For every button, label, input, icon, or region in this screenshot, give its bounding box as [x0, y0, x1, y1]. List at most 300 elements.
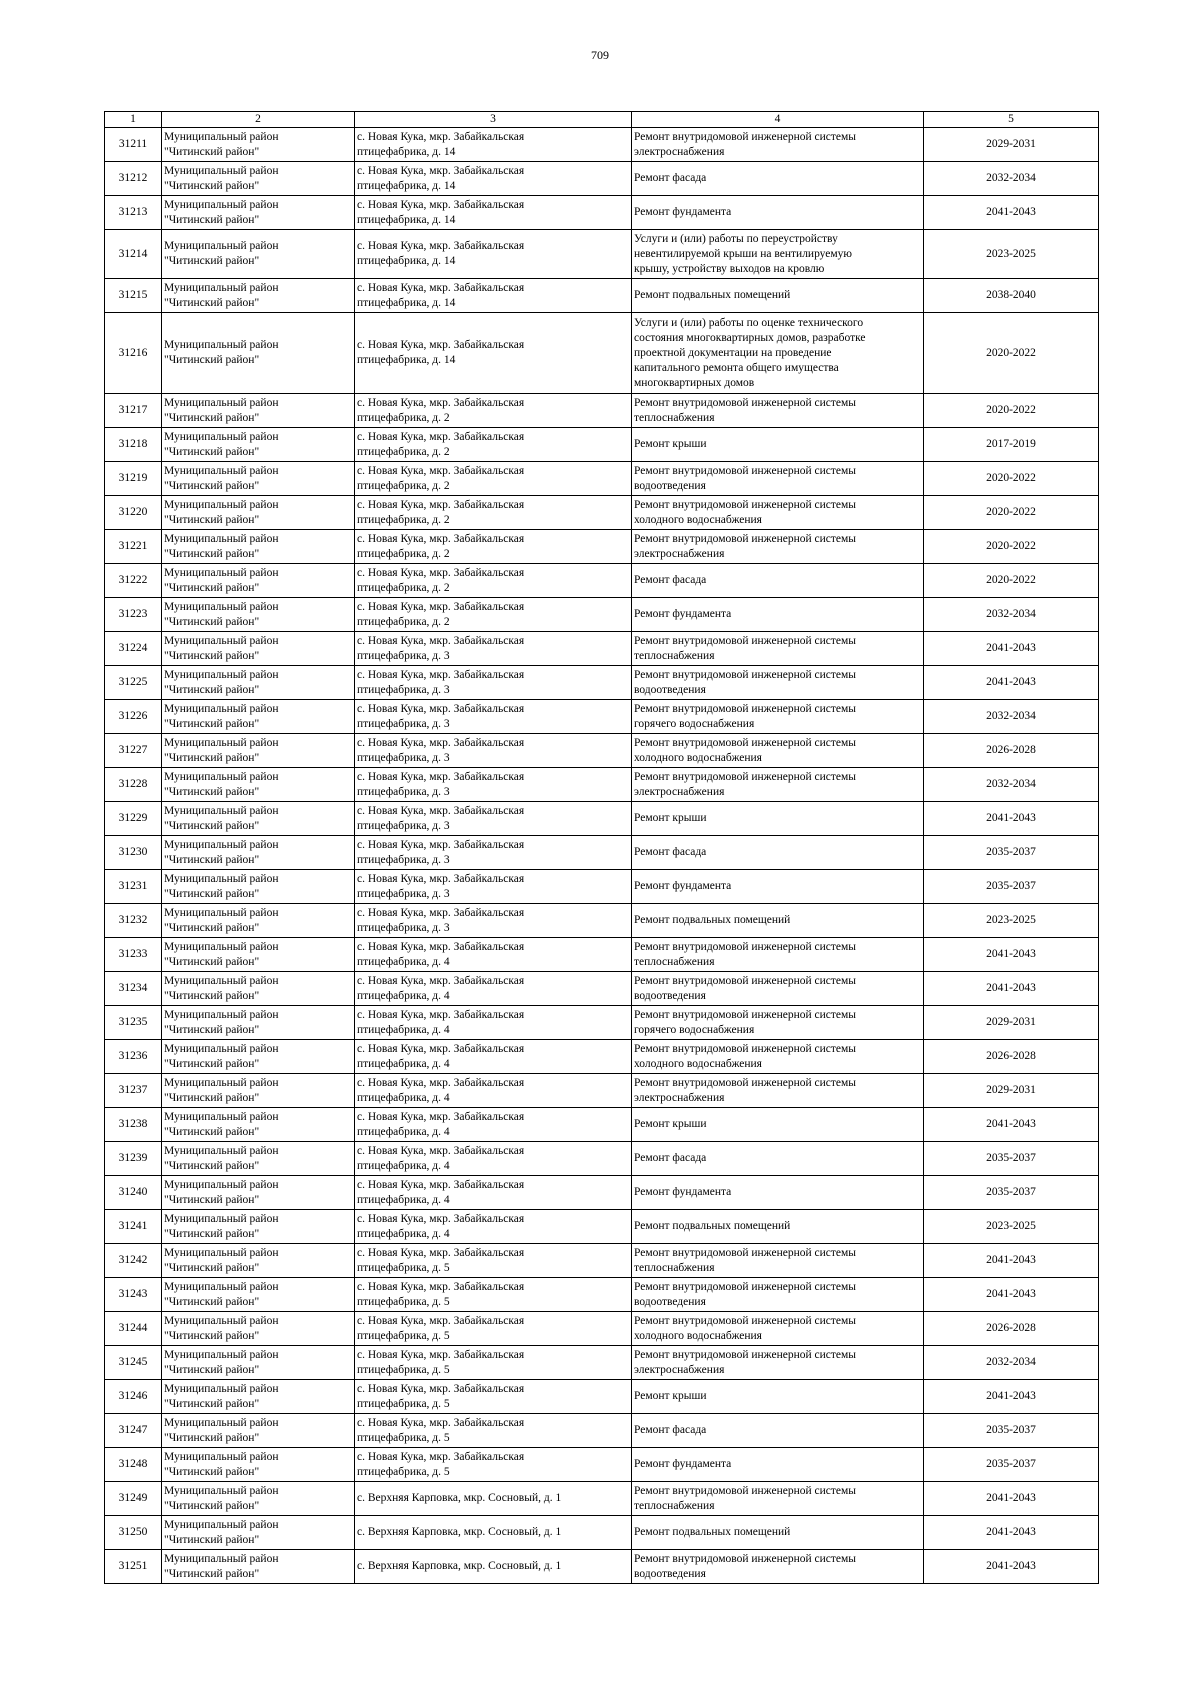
district-line: Муниципальный район [164, 130, 279, 143]
cell-address [355, 1516, 632, 1550]
column-header: 4 [632, 112, 924, 128]
cell-district [162, 768, 355, 802]
table-row [105, 938, 1099, 972]
cell-address [355, 632, 632, 666]
cell-district [162, 496, 355, 530]
cell-work [632, 462, 924, 496]
table-row [105, 598, 1099, 632]
cell-district [162, 1176, 355, 1210]
table-row [105, 1244, 1099, 1278]
cell-address [355, 1312, 632, 1346]
cell-work [632, 1550, 924, 1584]
cell-period: 2041-2043 [924, 666, 1099, 700]
cell-district [162, 1210, 355, 1244]
row-number: 31226 [105, 700, 162, 734]
work-line: Ремонт крыши [634, 812, 707, 824]
address-line: с. Новая Кука, мкр. Забайкальская [357, 1178, 525, 1191]
district-line: Муниципальный район [164, 281, 279, 294]
table-row [105, 1448, 1099, 1482]
cell-work [632, 128, 924, 162]
work-line: водоотведения [634, 1567, 706, 1580]
district-line: "Читинский район" [164, 1431, 260, 1444]
address-line: с. Новая Кука, мкр. Забайкальская [357, 1246, 525, 1259]
district-line: "Читинский район" [164, 819, 260, 832]
district-line: Муниципальный район [164, 906, 279, 919]
work-line: теплоснабжения [634, 955, 715, 968]
district-line: Муниципальный район [164, 396, 279, 409]
cell-address [355, 279, 632, 313]
cell-period: 2041-2043 [924, 1278, 1099, 1312]
cell-district [162, 162, 355, 196]
cell-address [355, 428, 632, 462]
cell-period: 2017-2019 [924, 428, 1099, 462]
work-line: Услуги и (или) работы по переустройству [634, 232, 838, 245]
work-line: Ремонт крыши [634, 1390, 707, 1402]
cell-period: 2032-2034 [924, 162, 1099, 196]
row-number: 31219 [105, 462, 162, 496]
work-line: Ремонт внутридомовой инженерной системы [634, 1042, 857, 1055]
cell-period: 2041-2043 [924, 1516, 1099, 1550]
cell-work [632, 768, 924, 802]
address-line: с. Новая Кука, мкр. Забайкальская [357, 634, 525, 647]
cell-address [355, 162, 632, 196]
address-line: птицефабрика, д. 3 [357, 751, 450, 764]
address-line: птицефабрика, д. 3 [357, 717, 450, 730]
table-row [105, 904, 1099, 938]
work-line: Ремонт внутридомовой инженерной системы [634, 1484, 857, 1497]
work-line: холодного водоснабжения [634, 513, 762, 526]
district-line: Муниципальный район [164, 1076, 279, 1089]
table-row [105, 1346, 1099, 1380]
cell-work [632, 564, 924, 598]
cell-address [355, 1176, 632, 1210]
district-line: "Читинский район" [164, 145, 260, 158]
cell-address [355, 1244, 632, 1278]
cell-period: 2041-2043 [924, 1550, 1099, 1584]
cell-district [162, 196, 355, 230]
address-line: птицефабрика, д. 4 [357, 1091, 450, 1104]
work-line: Ремонт фасада [634, 172, 707, 184]
cell-period: 2041-2043 [924, 972, 1099, 1006]
work-line: Ремонт подвальных помещений [634, 914, 791, 926]
table-row [105, 1006, 1099, 1040]
work-line: многоквартирных домов [634, 376, 755, 389]
work-line: Ремонт внутридомовой инженерной системы [634, 1008, 857, 1021]
district-line: Муниципальный район [164, 1110, 279, 1123]
row-number: 31228 [105, 768, 162, 802]
cell-work [632, 972, 924, 1006]
cell-district [162, 564, 355, 598]
address-line: птицефабрика, д. 14 [357, 354, 456, 366]
cell-district [162, 1142, 355, 1176]
row-number: 31225 [105, 666, 162, 700]
address-line: с. Новая Кука, мкр. Забайкальская [357, 130, 525, 143]
address-line: птицефабрика, д. 4 [357, 1193, 450, 1206]
district-line: Муниципальный район [164, 566, 279, 579]
work-line: электроснабжения [634, 785, 725, 798]
work-line: Ремонт внутридомовой инженерной системы [634, 1314, 857, 1327]
address-line: с. Новая Кука, мкр. Забайкальская [357, 1144, 525, 1157]
cell-period: 2020-2022 [924, 313, 1099, 394]
cell-address [355, 734, 632, 768]
work-line: Ремонт подвальных помещений [634, 289, 791, 301]
cell-address [355, 700, 632, 734]
cell-district [162, 904, 355, 938]
cell-work [632, 1210, 924, 1244]
cell-district [162, 870, 355, 904]
address-line: с. Новая Кука, мкр. Забайкальская [357, 1348, 525, 1361]
address-line: птицефабрика, д. 2 [357, 513, 450, 526]
row-number: 31244 [105, 1312, 162, 1346]
row-number: 31249 [105, 1482, 162, 1516]
address-line: птицефабрика, д. 3 [357, 921, 450, 934]
work-line: Ремонт внутридомовой инженерной системы [634, 940, 857, 953]
district-line: "Читинский район" [164, 547, 260, 560]
table-row [105, 802, 1099, 836]
row-number: 31246 [105, 1380, 162, 1414]
cell-district [162, 632, 355, 666]
work-line: Ремонт внутридомовой инженерной системы [634, 130, 857, 143]
row-number: 31233 [105, 938, 162, 972]
cell-district [162, 1550, 355, 1584]
district-line: Муниципальный район [164, 702, 279, 715]
cell-district [162, 1346, 355, 1380]
row-number: 31234 [105, 972, 162, 1006]
cell-address [355, 1210, 632, 1244]
cell-period: 2041-2043 [924, 1380, 1099, 1414]
district-line: "Читинский район" [164, 989, 260, 1002]
cell-address [355, 1448, 632, 1482]
cell-district [162, 1006, 355, 1040]
work-line: Ремонт внутридомовой инженерной системы [634, 1280, 857, 1293]
work-line: Ремонт внутридомовой инженерной системы [634, 974, 857, 987]
work-line: теплоснабжения [634, 1261, 715, 1274]
work-line: Ремонт внутридомовой инженерной системы [634, 668, 857, 681]
cell-address [355, 666, 632, 700]
work-line: водоотведения [634, 479, 706, 492]
cell-work [632, 279, 924, 313]
cell-address [355, 1482, 632, 1516]
cell-address [355, 1108, 632, 1142]
district-line: Муниципальный район [164, 1450, 279, 1463]
cell-work [632, 1414, 924, 1448]
work-line: Ремонт фундамента [634, 880, 732, 892]
address-line: с. Новая Кука, мкр. Забайкальская [357, 1450, 525, 1463]
cell-address [355, 598, 632, 632]
address-line: с. Новая Кука, мкр. Забайкальская [357, 838, 525, 851]
work-line: Услуги и (или) работы по оценке технического [634, 316, 864, 329]
district-line: Муниципальный район [164, 804, 279, 817]
table-row [105, 1210, 1099, 1244]
address-line: с. Новая Кука, мкр. Забайкальская [357, 770, 525, 783]
district-line: "Читинский район" [164, 955, 260, 968]
district-line: "Читинский район" [164, 1023, 260, 1036]
district-line: Муниципальный район [164, 1518, 279, 1531]
district-line: "Читинский район" [164, 411, 260, 424]
district-line: Муниципальный район [164, 634, 279, 647]
cell-district [162, 598, 355, 632]
cell-district [162, 279, 355, 313]
row-number: 31220 [105, 496, 162, 530]
cell-address [355, 1006, 632, 1040]
address-line: птицефабрика, д. 4 [357, 1125, 450, 1138]
address-line: с. Новая Кука, мкр. Забайкальская [357, 600, 525, 613]
cell-work [632, 428, 924, 462]
district-line: Муниципальный район [164, 736, 279, 749]
district-line: Муниципальный район [164, 770, 279, 783]
district-line: "Читинский район" [164, 1159, 260, 1172]
cell-work [632, 394, 924, 428]
table-row [105, 313, 1099, 394]
district-line: "Читинский район" [164, 1397, 260, 1410]
row-number: 31248 [105, 1448, 162, 1482]
district-line: "Читинский район" [164, 1533, 260, 1546]
cell-work [632, 313, 924, 394]
cell-address [355, 1278, 632, 1312]
cell-address [355, 1142, 632, 1176]
address-line: птицефабрика, д. 5 [357, 1431, 450, 1444]
row-number: 31250 [105, 1516, 162, 1550]
cell-period: 2041-2043 [924, 1482, 1099, 1516]
cell-period: 2020-2022 [924, 564, 1099, 598]
district-line: "Читинский район" [164, 887, 260, 900]
cell-period: 2032-2034 [924, 768, 1099, 802]
cell-work [632, 1346, 924, 1380]
cell-address [355, 462, 632, 496]
cell-period: 2023-2025 [924, 904, 1099, 938]
work-line: водоотведения [634, 683, 706, 696]
district-line: Муниципальный район [164, 464, 279, 477]
district-line: Муниципальный район [164, 1008, 279, 1021]
district-line: "Читинский район" [164, 921, 260, 934]
row-number: 31238 [105, 1108, 162, 1142]
address-line: с. Новая Кука, мкр. Забайкальская [357, 498, 525, 511]
cell-address [355, 530, 632, 564]
work-line: Ремонт внутридомовой инженерной системы [634, 1076, 857, 1089]
address-line: птицефабрика, д. 2 [357, 547, 450, 560]
table-row [105, 1550, 1099, 1584]
address-line: птицефабрика, д. 5 [357, 1261, 450, 1274]
row-number: 31211 [105, 128, 162, 162]
address-line: с. Новая Кука, мкр. Забайкальская [357, 396, 525, 409]
row-number: 31213 [105, 196, 162, 230]
work-line: теплоснабжения [634, 1499, 715, 1512]
table-row [105, 1380, 1099, 1414]
cell-district [162, 1380, 355, 1414]
cell-district [162, 1414, 355, 1448]
address-line: с. Новая Кука, мкр. Забайкальская [357, 940, 525, 953]
cell-address [355, 128, 632, 162]
district-line: "Читинский район" [164, 1567, 260, 1580]
table-row [105, 128, 1099, 162]
work-line: горячего водоснабжения [634, 717, 755, 730]
district-line: "Читинский район" [164, 1125, 260, 1138]
district-line: Муниципальный район [164, 1314, 279, 1327]
address-line: птицефабрика, д. 5 [357, 1329, 450, 1342]
cell-district [162, 1040, 355, 1074]
cell-period: 2023-2025 [924, 230, 1099, 279]
work-line: электроснабжения [634, 1363, 725, 1376]
district-line: Муниципальный район [164, 838, 279, 851]
cell-district [162, 530, 355, 564]
cell-district [162, 972, 355, 1006]
district-line: Муниципальный район [164, 1246, 279, 1259]
cell-district [162, 1108, 355, 1142]
district-line: Муниципальный район [164, 164, 279, 177]
row-number: 31247 [105, 1414, 162, 1448]
address-line: птицефабрика, д. 4 [357, 989, 450, 1002]
cell-district [162, 462, 355, 496]
cell-period: 2041-2043 [924, 632, 1099, 666]
table-row [105, 1278, 1099, 1312]
row-number: 31231 [105, 870, 162, 904]
district-line: "Читинский район" [164, 751, 260, 764]
work-line: Ремонт внутридомовой инженерной системы [634, 532, 857, 545]
address-line: с. Новая Кука, мкр. Забайкальская [357, 906, 525, 919]
work-line: Ремонт фундамента [634, 608, 732, 620]
row-number: 31230 [105, 836, 162, 870]
address-line: птицефабрика, д. 3 [357, 683, 450, 696]
cell-work [632, 496, 924, 530]
work-line: электроснабжения [634, 1091, 725, 1104]
address-line: птицефабрика, д. 3 [357, 853, 450, 866]
district-line: "Читинский район" [164, 683, 260, 696]
cell-address [355, 836, 632, 870]
work-line: Ремонт фасада [634, 574, 707, 586]
address-line: с. Новая Кука, мкр. Забайкальская [357, 430, 525, 443]
work-line: Ремонт внутридомовой инженерной системы [634, 1246, 857, 1259]
cell-address [355, 904, 632, 938]
district-line: Муниципальный район [164, 1280, 279, 1293]
address-line: с. Новая Кука, мкр. Забайкальская [357, 464, 525, 477]
cell-period: 2032-2034 [924, 598, 1099, 632]
work-line: состояния многоквартирных домов, разработке [634, 331, 866, 344]
row-number: 31237 [105, 1074, 162, 1108]
cell-period: 2038-2040 [924, 279, 1099, 313]
address-line: с. Новая Кука, мкр. Забайкальская [357, 339, 525, 351]
address-line: с. Новая Кука, мкр. Забайкальская [357, 668, 525, 681]
address-line: с. Новая Кука, мкр. Забайкальская [357, 1076, 525, 1089]
cell-period: 2020-2022 [924, 530, 1099, 564]
cell-work [632, 1448, 924, 1482]
cell-district [162, 1074, 355, 1108]
row-number: 31214 [105, 230, 162, 279]
column-header: 3 [355, 112, 632, 128]
work-line: водоотведения [634, 1295, 706, 1308]
work-line: теплоснабжения [634, 411, 715, 424]
row-number: 31223 [105, 598, 162, 632]
cell-work [632, 1516, 924, 1550]
address-line: птицефабрика, д. 3 [357, 819, 450, 832]
cell-work [632, 162, 924, 196]
work-line: Ремонт фундамента [634, 1458, 732, 1470]
table-row [105, 394, 1099, 428]
table-row [105, 530, 1099, 564]
address-line: с. Новая Кука, мкр. Забайкальская [357, 1280, 525, 1293]
cell-work [632, 1278, 924, 1312]
work-line: Ремонт фундамента [634, 1186, 732, 1198]
work-line: холодного водоснабжения [634, 1329, 762, 1342]
cell-work [632, 598, 924, 632]
address-line: с. Верхняя Карповка, мкр. Сосновый, д. 1 [357, 1560, 562, 1572]
cell-district [162, 128, 355, 162]
cell-period: 2026-2028 [924, 1040, 1099, 1074]
row-number: 31243 [105, 1278, 162, 1312]
cell-address [355, 802, 632, 836]
district-line: "Читинский район" [164, 1261, 260, 1274]
work-line: электроснабжения [634, 547, 725, 560]
cell-district [162, 394, 355, 428]
cell-address [355, 496, 632, 530]
district-line: "Читинский район" [164, 1091, 260, 1104]
address-line: птицефабрика, д. 3 [357, 887, 450, 900]
work-line: Ремонт внутридомовой инженерной системы [634, 634, 857, 647]
row-number: 31217 [105, 394, 162, 428]
work-line: капитального ремонта общего имущества [634, 361, 839, 374]
district-line: Муниципальный район [164, 1178, 279, 1191]
district-line: Муниципальный район [164, 1144, 279, 1157]
table-row [105, 666, 1099, 700]
cell-address [355, 196, 632, 230]
work-line: Ремонт фасада [634, 1152, 707, 1164]
cell-period: 2032-2034 [924, 1346, 1099, 1380]
table-row [105, 1176, 1099, 1210]
work-line: невентилируемой крыши на вентилируемую [634, 247, 853, 260]
row-number: 31245 [105, 1346, 162, 1380]
cell-district [162, 700, 355, 734]
address-line: с. Новая Кука, мкр. Забайкальская [357, 1212, 525, 1225]
address-line: с. Новая Кука, мкр. Забайкальская [357, 804, 525, 817]
cell-work [632, 530, 924, 564]
district-line: "Читинский район" [164, 717, 260, 730]
cell-period: 2029-2031 [924, 1006, 1099, 1040]
column-header: 2 [162, 112, 355, 128]
row-number: 31222 [105, 564, 162, 598]
cell-work [632, 1312, 924, 1346]
row-number: 31221 [105, 530, 162, 564]
address-line: птицефабрика, д. 14 [357, 145, 456, 158]
district-line: "Читинский район" [164, 785, 260, 798]
cell-period: 2023-2025 [924, 1210, 1099, 1244]
address-line: птицефабрика, д. 5 [357, 1465, 450, 1478]
cell-work [632, 230, 924, 279]
work-line: Ремонт внутридомовой инженерной системы [634, 770, 857, 783]
address-line: с. Новая Кука, мкр. Забайкальская [357, 1008, 525, 1021]
column-header: 5 [924, 112, 1099, 128]
page-number: 709 [591, 48, 609, 62]
row-number: 31236 [105, 1040, 162, 1074]
cell-work [632, 802, 924, 836]
work-line: проектной документации на проведение [634, 346, 832, 359]
cell-work [632, 1244, 924, 1278]
district-line: Муниципальный район [164, 240, 279, 252]
cell-address [355, 1074, 632, 1108]
work-line: Ремонт внутридомовой инженерной системы [634, 396, 857, 409]
work-line: водоотведения [634, 989, 706, 1002]
cell-address [355, 230, 632, 279]
address-line: с. Новая Кука, мкр. Забайкальская [357, 566, 525, 579]
district-line: Муниципальный район [164, 1382, 279, 1395]
district-line: Муниципальный район [164, 1042, 279, 1055]
cell-period: 2026-2028 [924, 1312, 1099, 1346]
address-line: птицефабрика, д. 2 [357, 479, 450, 492]
district-line: Муниципальный район [164, 1484, 279, 1497]
column-header: 1 [105, 112, 162, 128]
row-number: 31224 [105, 632, 162, 666]
cell-period: 2041-2043 [924, 1244, 1099, 1278]
cell-district [162, 1516, 355, 1550]
address-line: птицефабрика, д. 4 [357, 1057, 450, 1070]
